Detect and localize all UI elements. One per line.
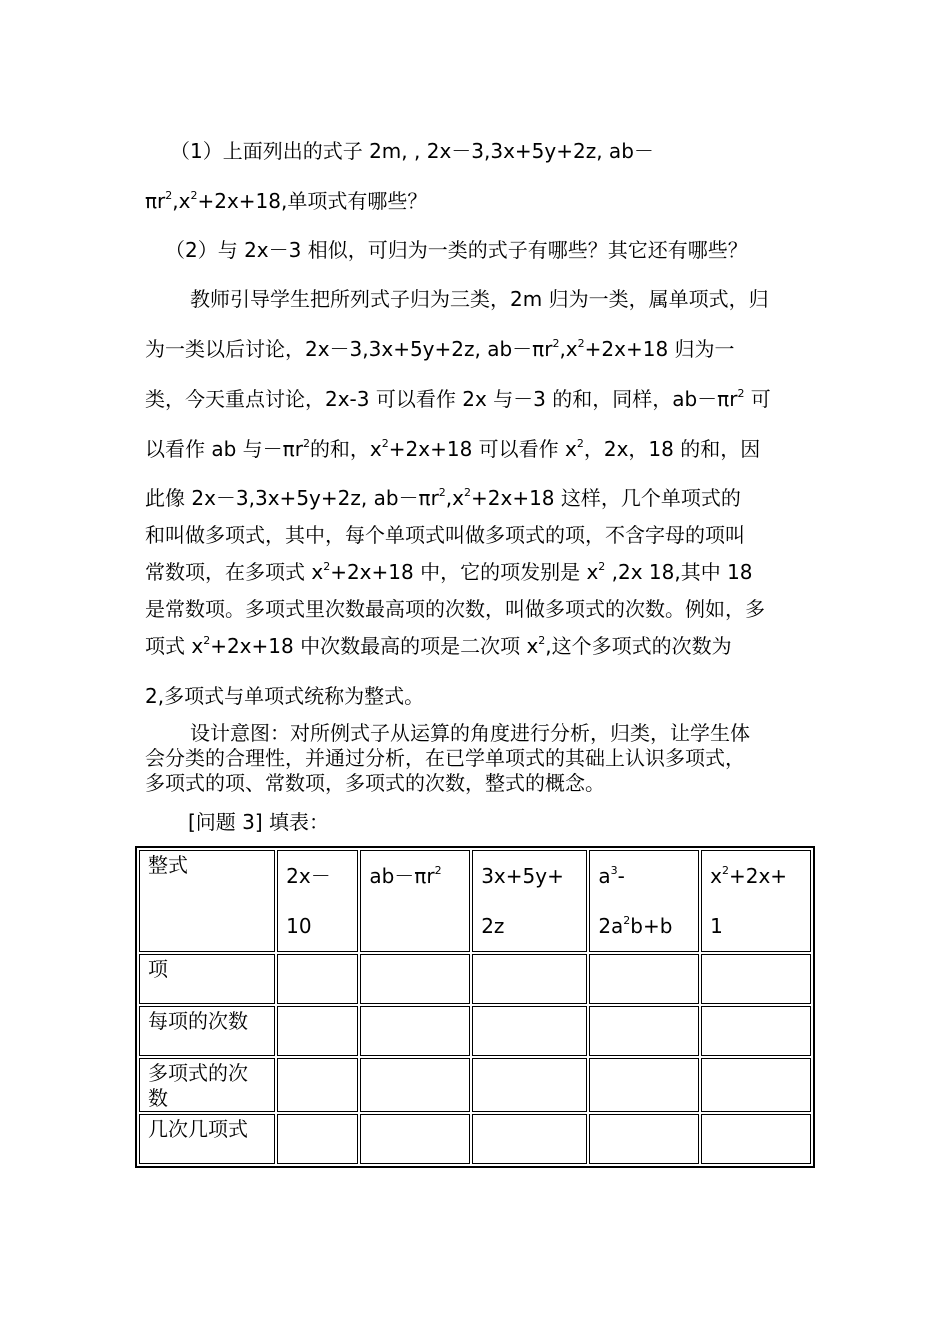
table-cell[interactable] [472,954,587,1004]
table-row [139,1006,811,1056]
question-1-line-1: （1）上面列出的式子 2m, , 2x－3,3x+5y+2z, ab－ [170,139,654,163]
teaching-line-7: 常数项，在多项式 $x^2+2x+18$ 中，它的项发别是 $x^2$ ,2x 18,其中 18 [145,560,753,584]
table-cell[interactable] [589,954,699,1004]
teaching-line-2: 为一类以后讨论，2x－3,3x+5y+2z, $ab-\pi r^2,x^2+2x+18$ 归为一 [145,337,735,361]
header-cell-5: $x^2+2x+$ 1 [701,850,811,952]
table-cell[interactable] [472,1006,587,1056]
header-cell-1: 2x－ 10 [277,850,358,952]
table-cell[interactable] [589,1006,699,1056]
table-header-row [139,850,811,952]
table-cell[interactable] [277,1114,358,1164]
table-cell[interactable] [277,954,358,1004]
teaching-line-9: 项式 $x^2+2x+18$ 中次数最高的项是二次项 $x^2$,这个多项式的次数为 [145,634,732,658]
table-cell[interactable] [277,1058,358,1112]
teaching-line-6: 和叫做多项式，其中，每个单项式叫做多项式的项，不含字母的项叫 [145,523,745,547]
question-1-line-2: $\pi r^2,x^2+2x+18$,单项式有哪些？ [145,189,428,213]
table-cell[interactable] [360,1006,470,1056]
table-cell[interactable] [701,1114,811,1164]
row-label: 多项式的次 数 [139,1058,275,1112]
row-label: 项 [139,954,275,1004]
table-cell[interactable] [472,1114,587,1164]
header-cell-3: 3x+5y+ 2z [472,850,587,952]
teaching-line-5: 此像 2x－3,3x+5y+2z, $ab-\pi r^2,x^2+2x+18$ 这样，几个单项式的 [145,486,741,510]
row-label: 几次几项式 [139,1114,275,1164]
design-intent-line-3: 多项式的项、常数项，多项式的次数，整式的概念。 [145,771,605,795]
polynomial-table [135,846,815,1168]
table-cell[interactable] [360,1114,470,1164]
table-cell[interactable] [701,954,811,1004]
table-cell[interactable] [589,1058,699,1112]
teaching-line-1: 教师引导学生把所列式子归为三类，2m 归为一类，属单项式，归 [190,287,769,311]
teaching-line-3: 类，今天重点讨论，2x-3 可以看作 2x 与－3 的和，同样，$ab-\pi r^2$ 可 [145,387,771,411]
table-row [139,954,811,1004]
table-cell[interactable] [277,1006,358,1056]
question-3-title: [问题 3] 填表： [188,810,330,834]
header-cell-2: $ab-\pi r^2$ [360,850,470,952]
table-cell[interactable] [360,1058,470,1112]
table-cell[interactable] [589,1114,699,1164]
row-label: 每项的次数 [139,1006,275,1056]
teaching-line-10: 2,多项式与单项式统称为整式。 [145,684,425,708]
table-cell[interactable] [701,1006,811,1056]
table-cell[interactable] [472,1058,587,1112]
table-row [139,1114,811,1164]
design-intent-line-2: 会分类的合理性，并通过分析，在已学单项式的其础上认识多项式， [145,746,745,770]
header-label-cell: 整式 [139,850,275,952]
header-cell-4: $a^3-$ $2a^2b+b$ [589,850,699,952]
teaching-line-8: 是常数项。多项式里次数最高项的次数，叫做多项式的次数。例如，多 [145,597,765,621]
teaching-line-4: 以看作 ab 与$-\pi r^2$的和，$x^2+2x+18$ 可以看作 $x^2$，2x，18 的和，因 [145,437,761,461]
table-cell[interactable] [701,1058,811,1112]
question-2: （2）与 2x－3 相似，可归为一类的式子有哪些？其它还有哪些？ [165,238,748,262]
design-intent-line-1: 设计意图：对所例式子从运算的角度进行分析，归类，让学生体 [190,721,750,745]
table-row [139,1058,811,1112]
table-cell[interactable] [360,954,470,1004]
